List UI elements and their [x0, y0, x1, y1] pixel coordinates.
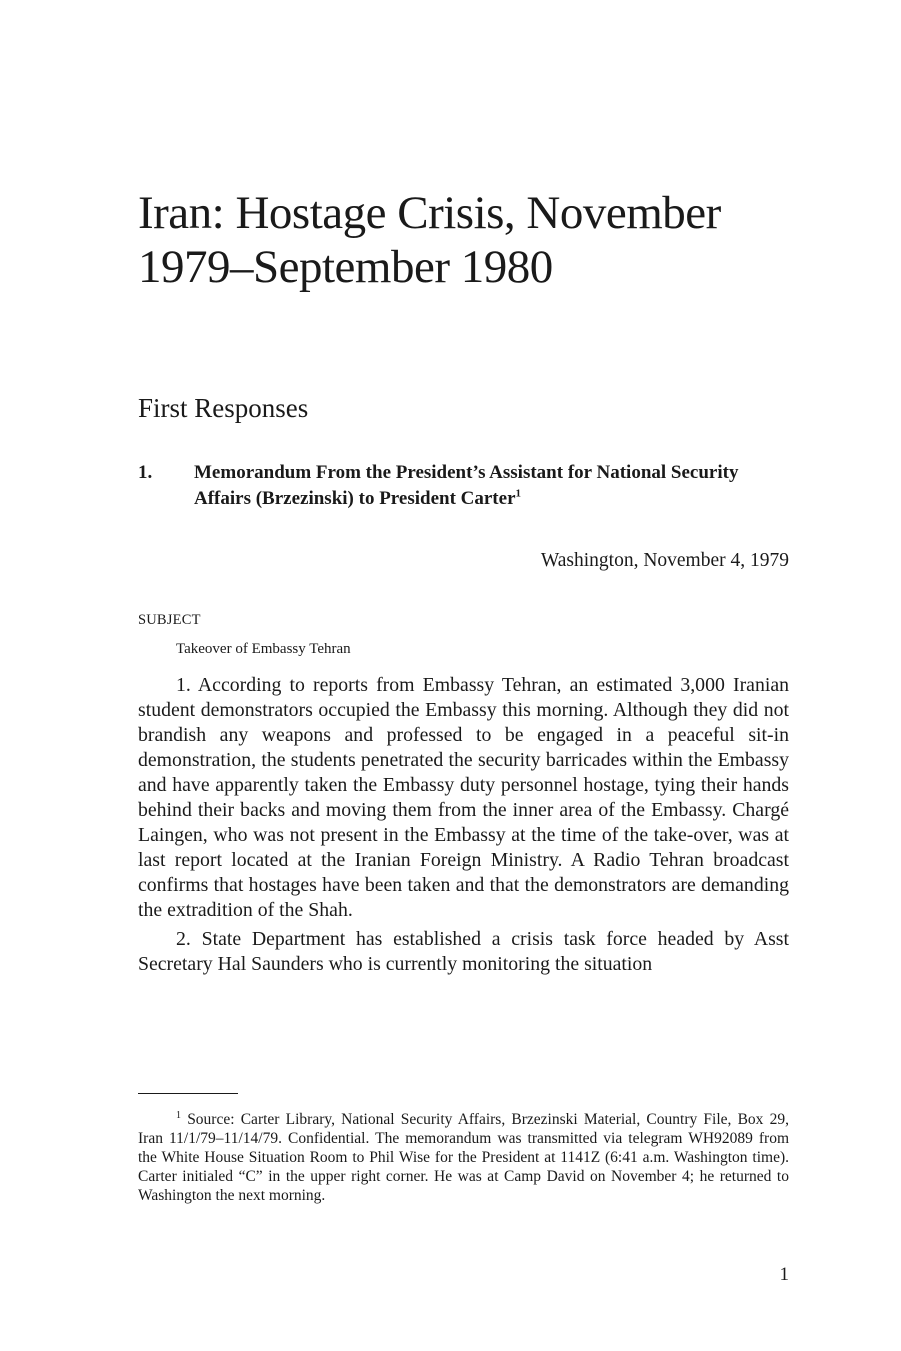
page-number: 1 [779, 1264, 789, 1285]
body-text [138, 673, 789, 981]
footnote-divider [138, 1093, 238, 1094]
chapter-title: Iran: Hostage Crisis, November 1979–September 1980 [138, 187, 721, 293]
subject-label: SUBJECT [138, 612, 201, 628]
section-title: First Responses [138, 393, 309, 423]
dateline: Washington, November 4, 1979 [540, 550, 789, 571]
footnote [138, 1110, 789, 1205]
document-title-block [194, 460, 774, 512]
footnote-marker: 1 [176, 1109, 181, 1121]
subject-text: Takeover of Embassy Tehran [176, 641, 351, 657]
document-title: Memorandum From the President’s Assistant for National Security Affairs (Brzezinski) to President Carter [194, 462, 739, 509]
body-paragraph: 2. State Department has established a crisis task force headed by Asst Secretary Hal Saunders who is currently monitoring the situation [138, 928, 789, 975]
footnote-reference[interactable]: 1 [515, 487, 521, 500]
document-number: 1. [138, 462, 153, 483]
document-page [138, 0, 789, 1351]
body-paragraph: 1. According to reports from Embassy Tehran, an estimated 3,000 Iranian student demonstrators occupied the Embassy this morning. Although they did not brandish any weapons and professed to be engaged in a peaceful sit-in demonstration, the students penetrated the security barricades within the Embassy and have apparently taken the Embassy duty personnel hostage, tying their hands behind their backs and moving them from the inner area of the Embassy. Chargé Laingen, who was not present in the Embassy at the time of the take-over, was at last report located at the Iranian Foreign Ministry. A Radio Tehran broadcast confirms that hostages have been taken and that the demonstrators are demanding the extradition of the Shah. [138, 674, 789, 921]
footnote-text: Source: Carter Library, National Security Affairs, Brzezinski Material, Country File, Box 29, Iran 11/1/79–11/14/79. Confidential. The memorandum was transmitted via telegram WH92089 from the White House Situation Room to Phil Wise for the President at 1141Z (6:41 a.m. Washington time). Carter initialed “C” in the upper right corner. He was at Camp David on November 4; he returned to Washington the next morning. [138, 1111, 789, 1204]
